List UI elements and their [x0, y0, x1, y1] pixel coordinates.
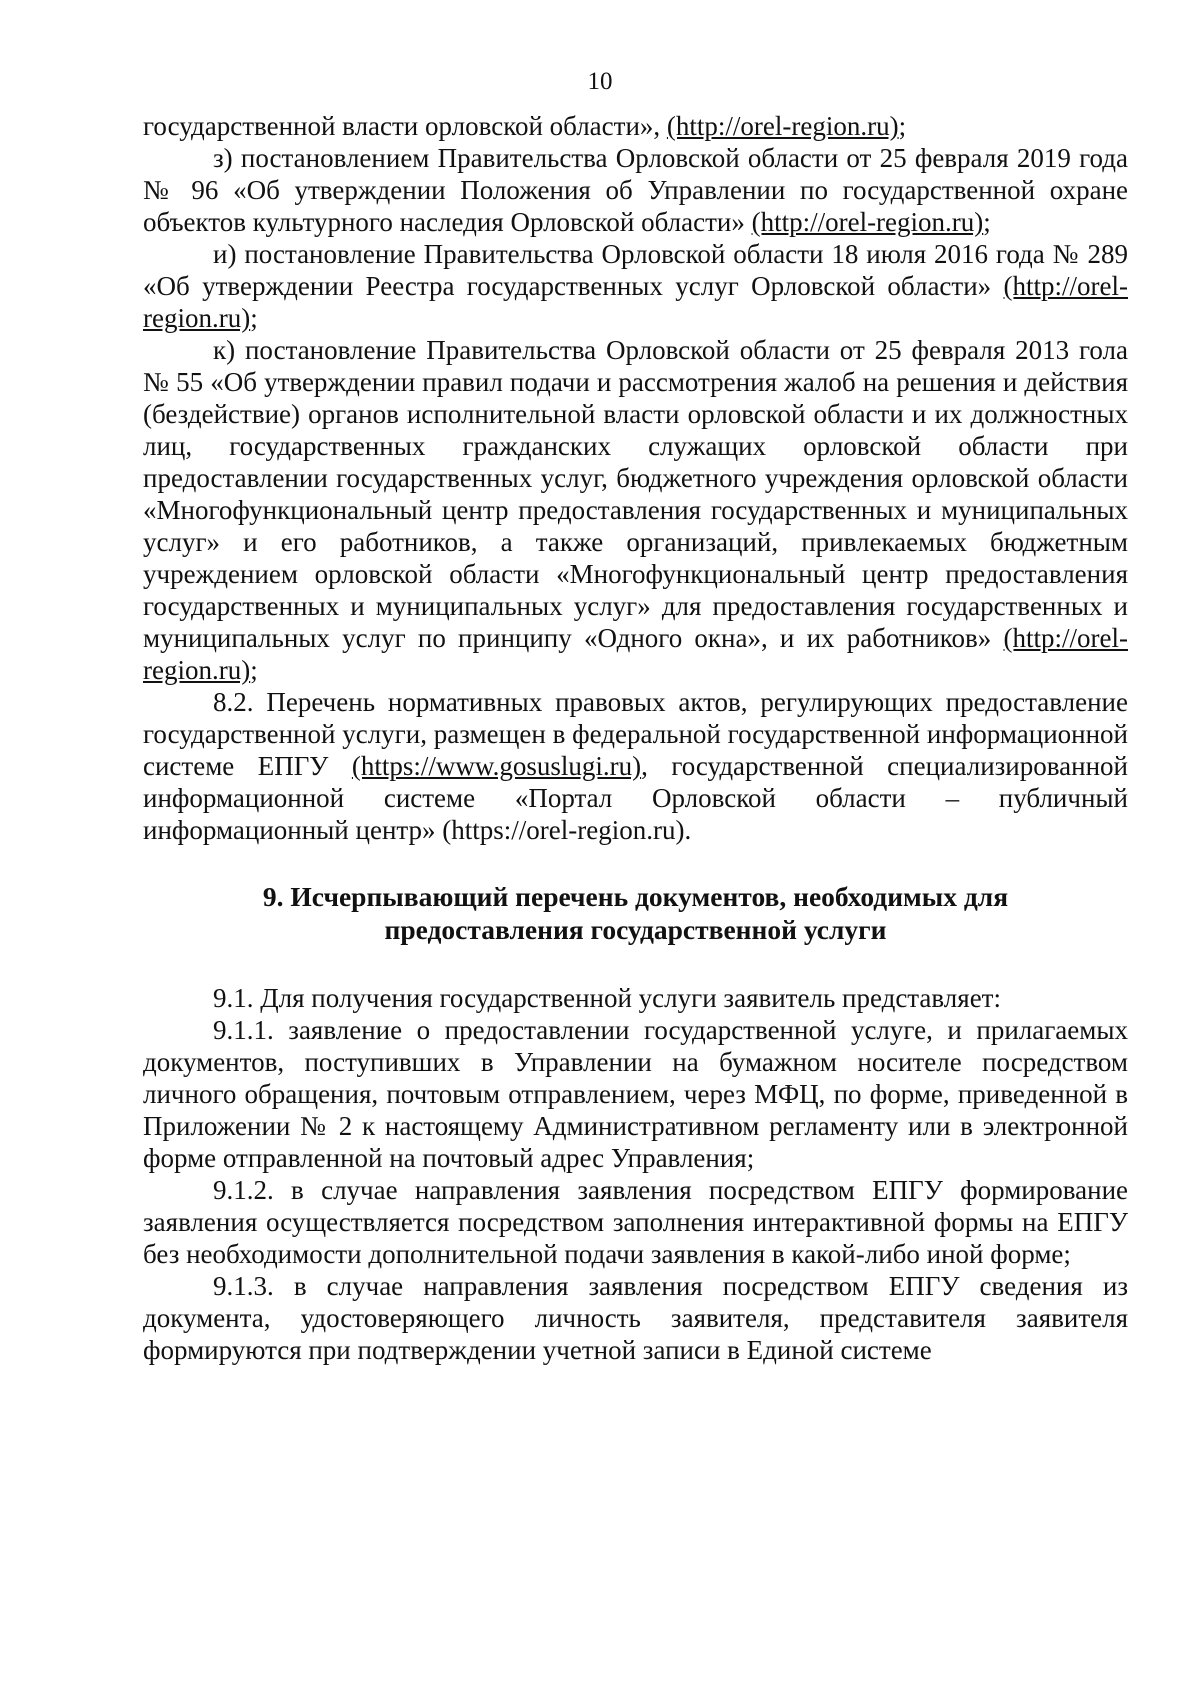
link-orel-region[interactable]: (http://orel-region.ru) — [666, 111, 899, 141]
section-heading-line-2: предоставления государственной услуги — [384, 914, 887, 945]
paragraph-9-1-2: 9.1.2. в случае направления заявления посредством ЕПГУ формирование заявления осуществляется посредством заполнения интерактивной формы на ЕПГУ без необходимости дополнительной подачи заявления в какой-либо иной форме; — [143, 1175, 1128, 1269]
page-number: 10 — [587, 68, 613, 95]
section-heading-line-1: 9. Исчерпывающий перечень документов, необходимых для — [262, 881, 1009, 912]
paragraph-9-1-3: 9.1.3. в случае направления заявления посредством ЕПГУ сведения из документа, удостоверяющего личность заявителя, представителя заявителя формируются при подтверждении учетной записи в Единой системе — [143, 1271, 1128, 1365]
link-orel-region[interactable]: (http://orel-region.ru) — [143, 623, 1128, 685]
link-orel-region[interactable]: (http://orel-region.ru) — [143, 271, 1128, 333]
paragraph-k: к) постановление Правительства Орловской области от 25 февраля 2013 гола № 55 «Об утверждении правил подачи и рассмотрения жалоб на решения и действия (бездействие) органов исполнительной власти орловской области и их должностных лиц, государственных гражданских служащих орловской области при предоставлении государственных услуг, бюджетного учреждения орловской области «Многофункциональный центр предоставления государственных и муниципальных услуг» и его работников, а также организаций, привлекаемых бюджетным учреждением орловской области «Многофункциональный центр предоставления государственных и муниципальных услуг» для предоставления государственных и муниципальных услуг по принципу «Одного окна», и их работников» (http://orel-region.ru); — [143, 335, 1128, 685]
paragraph-9-1: 9.1. Для получения государственной услуги заявитель представляет: — [213, 983, 1001, 1013]
paragraph-i: и) постановление Правительства Орловской области 18 июля 2016 года № 289 «Об утверждении Реестра государственных услуг Орловской области» (http://orel-region.ru); — [143, 239, 1128, 333]
paragraph-zh-tail: государственной власти орловской области», (http://orel-region.ru); — [143, 111, 907, 141]
link-orel-region[interactable]: (http://orel-region.ru) — [751, 207, 984, 237]
paragraph-z: з) постановлением Правительства Орловской области от 25 февраля 2019 года № 96 «Об утверждении Положения об Управлении по государственной охране объектов культурного наследия Орловской области» (http://orel-region.ru); — [143, 143, 1128, 237]
paragraph-8-2: 8.2. Перечень нормативных правовых актов, регулирующих предоставление государственной услуги, размещен в федеральной государственной информационной системе ЕПГУ (https://www.gosuslugi.ru), государственной специализированной информационной системе «Портал Орловской области – публичный информационный центр» (https://orel-region.ru). — [143, 687, 1128, 845]
paragraph-9-1-1: 9.1.1. заявление о предоставлении государственной услуге, и прилагаемых документов, поступивших в Управлении на бумажном носителе посредством личного обращения, почтовым отправлением, через МФЦ, по форме, приведенной в Приложении № 2 к настоящему Административном регламенту или в электронной форме отправленной на почтовый адрес Управления; — [143, 1015, 1128, 1173]
section-heading — [143, 880, 1128, 946]
link-gosuslugi[interactable]: (https://www.gosuslugi.ru) — [351, 751, 642, 781]
document-body — [143, 110, 1128, 1366]
